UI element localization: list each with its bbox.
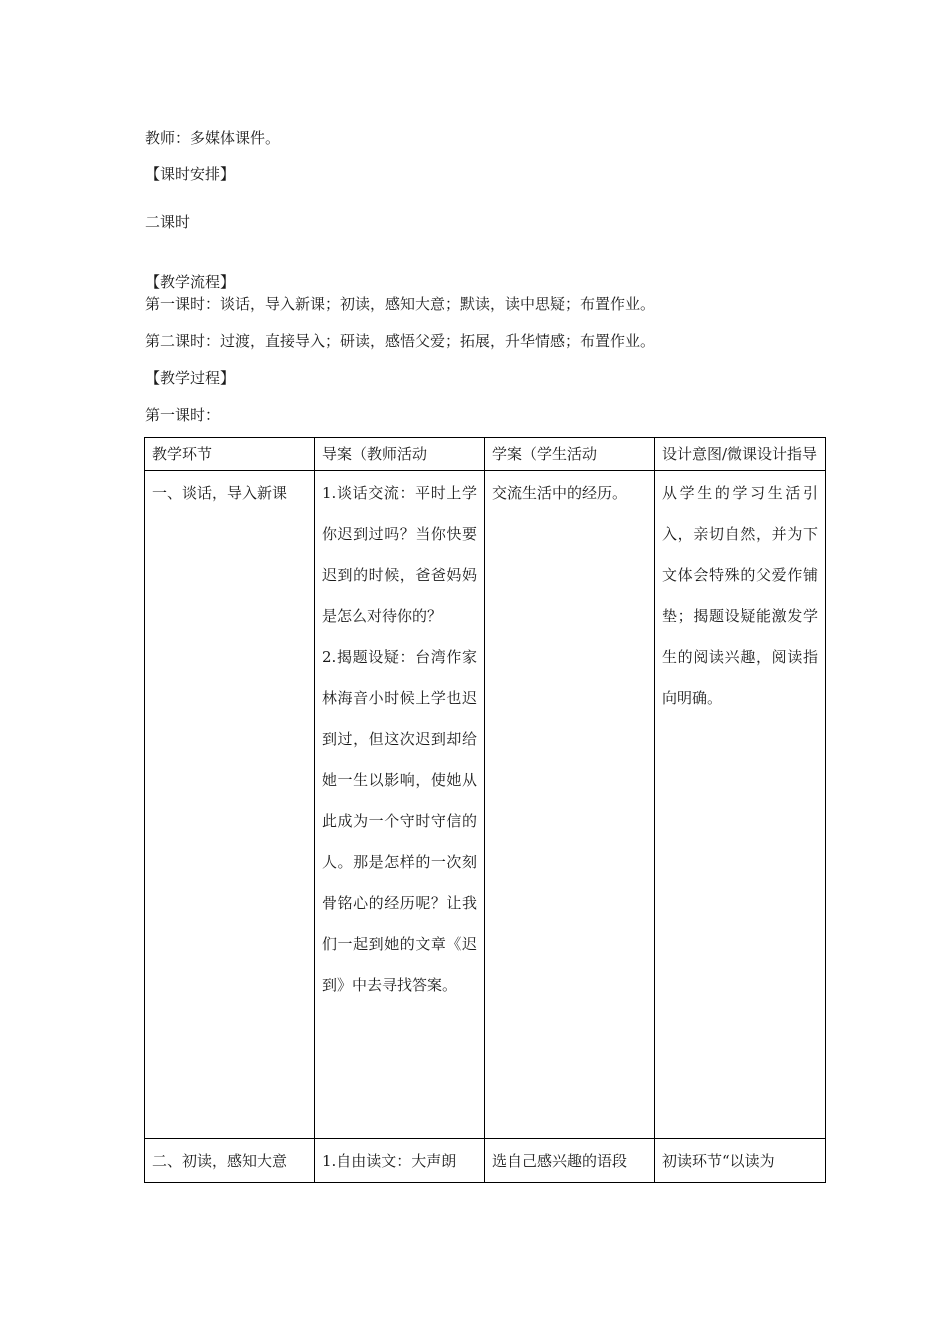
- flow-lesson1: 第一课时：谈话，导入新课；初读，感知大意；默读，读中思疑；布置作业。: [145, 295, 656, 313]
- teacher-activity-1: 1.谈话交流：平时上学你迟到过吗？当你快要迟到的时候，爸爸妈妈是怎么对待你的？: [322, 484, 477, 625]
- flow-heading: 【教学流程】: [145, 273, 236, 291]
- table-header-row: [145, 438, 826, 471]
- stage-cell: 一、谈话，导入新课: [145, 471, 315, 1139]
- student-cell: 选自己感兴趣的语段: [485, 1139, 655, 1183]
- teacher-cell: [315, 471, 485, 1139]
- stage-cell: 二、初读，感知大意: [145, 1139, 315, 1183]
- process-heading: 【教学过程】: [145, 369, 236, 387]
- header-teacher: 导案（教师活动: [315, 438, 485, 471]
- flow-lesson2: 第二课时：过渡，直接导入；研读，感悟父爱；拓展，升华情感；布置作业。: [145, 332, 656, 350]
- teacher-activity-2: 2.揭题设疑：台湾作家林海音小时候上学也迟到过，但这次迟到却给她一生以影响，使她从此成为一个守时守信的人。那是怎样的一次刻骨铭心的经历呢？让我们一起到她的文章《迟到》中去寻找答案。: [322, 648, 477, 994]
- teacher-cell: 1.自由读文：大声朗: [315, 1139, 485, 1183]
- table-row: [145, 471, 826, 1139]
- lesson-plan-table: [144, 437, 826, 1183]
- teacher-prep-line: 教师：多媒体课件。: [145, 129, 281, 147]
- header-stage: 教学环节: [145, 438, 315, 471]
- design-cell: 初读环节“以读为: [655, 1139, 826, 1183]
- header-design: 设计意图/微课设计指导: [655, 438, 826, 471]
- student-cell: 交流生活中的经历。: [485, 471, 655, 1139]
- header-student: 学案（学生活动: [485, 438, 655, 471]
- schedule-heading: 【课时安排】: [145, 165, 236, 183]
- lesson1-label: 第一课时：: [145, 406, 221, 424]
- table-row: [145, 1139, 826, 1183]
- schedule-value: 二课时: [145, 213, 191, 231]
- design-cell: 从学生的学习生活引入，亲切自然，并为下文体会特殊的父爱作铺垫；揭题设疑能激发学生的阅读兴趣，阅读指向明确。: [655, 471, 826, 1139]
